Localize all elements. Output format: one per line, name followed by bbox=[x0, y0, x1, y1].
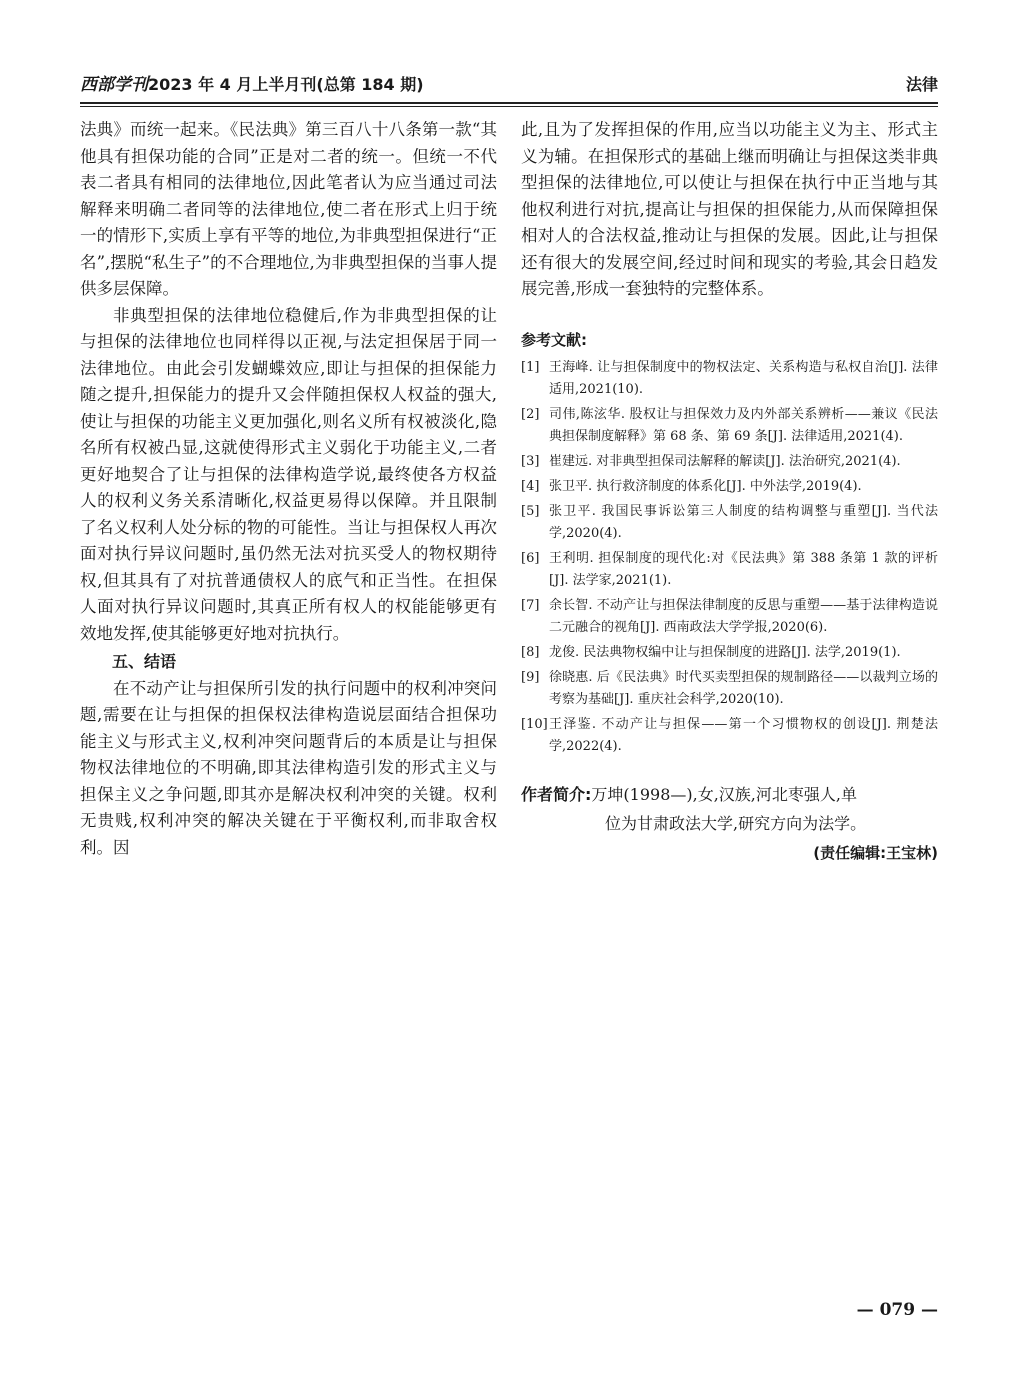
left-column bbox=[80, 117, 497, 861]
author-bio-text: 万坤(1998—),女,汉族,河北枣强人,单 bbox=[591, 784, 857, 804]
page-number: — 079 — bbox=[856, 1300, 938, 1320]
reference-number: [10] bbox=[521, 716, 548, 732]
reference-item bbox=[521, 667, 938, 711]
reference-text: 龙俊. 民法典物权编中让与担保制度的进路[J]. 法学,2019(1). bbox=[549, 644, 901, 660]
responsible-editor: (责任编辑:王宝林) bbox=[813, 843, 938, 862]
section-heading: 五、结语 bbox=[112, 652, 177, 671]
reference-number: [1] bbox=[521, 359, 540, 375]
journal-title bbox=[80, 72, 424, 98]
reference-text: 司伟,陈泫华. 股权让与担保效力及内外部关系辨析——兼议《民法典担保制度解释》第 68 条、第 69 条[J]. 法律适用,2021(4). bbox=[549, 406, 938, 444]
references-title: 参考文献: bbox=[521, 330, 587, 349]
reference-item bbox=[521, 714, 938, 758]
reference-item bbox=[521, 642, 938, 664]
reference-number: [4] bbox=[521, 478, 540, 494]
reference-number: [3] bbox=[521, 453, 540, 469]
reference-number: [8] bbox=[521, 644, 540, 660]
journal-logo: 西部学刊 bbox=[80, 75, 148, 95]
reference-item bbox=[521, 548, 938, 592]
author-bio-line bbox=[521, 780, 938, 809]
reference-item bbox=[521, 476, 938, 498]
paragraph: 在不动产让与担保所引发的执行问题中的权利冲突问题,需要在让与担保的担保权法律构造说层面结合担保功能主义与形式主义,权利冲突问题背后的本质是让与担保物权法律地位的不明确,即其法律构造引发的形式主义与担保主义之争问题,即其亦是解决权利冲突的关键。权利无贵贱,权利冲突的解决关键在于平衡权利,而非取舍权利。因 bbox=[80, 678, 497, 857]
reference-item bbox=[521, 357, 938, 401]
reference-number: [2] bbox=[521, 406, 540, 422]
reference-text: 王利明. 担保制度的现代化:对《民法典》第 388 条第 1 款的评析[J]. 法学家,2021(1). bbox=[549, 550, 938, 588]
reference-text: 徐晓惠. 后《民法典》时代买卖型担保的规制路径——以裁判立场的考察为基础[J]. 重庆社会科学,2020(10). bbox=[549, 669, 938, 707]
reference-list bbox=[521, 357, 938, 758]
reference-number: [6] bbox=[521, 550, 540, 566]
section-name: 法律 bbox=[905, 75, 938, 94]
reference-item bbox=[521, 595, 938, 639]
author-bio bbox=[521, 780, 938, 838]
reference-number: [5] bbox=[521, 503, 540, 519]
paragraph: 法典》而统一起来。《民法典》第三百八十八条第一款“其他具有担保功能的合同”正是对二者的统一。但统一不代表二者具有相同的法律地位,因此笔者认为应当通过司法解释来明确二者同等的法律地位,使二者在形式上归于统一的情形下,实质上享有平等的地位,为非典型担保进行“正名”,摆脱“私生子”的不合理地位,为非典型担保的当事人提供多层保障。 bbox=[80, 120, 497, 298]
page-header bbox=[80, 72, 938, 98]
reference-number: [9] bbox=[521, 669, 540, 685]
issue-info: 2023 年 4 月上半月刊(总第 184 期) bbox=[148, 75, 424, 94]
reference-number: [7] bbox=[521, 597, 540, 613]
author-bio-text: 位为甘肃政法大学,研究方向为法学。 bbox=[605, 813, 867, 833]
reference-text: 张卫平. 我国民事诉讼第三人制度的结构调整与重塑[J]. 当代法学,2020(4). bbox=[549, 503, 938, 541]
reference-text: 余长智. 不动产让与担保法律制度的反思与重塑——基于法律构造说二元融合的视角[J]. 西南政法大学学报,2020(6). bbox=[549, 597, 938, 635]
header-rule bbox=[80, 102, 938, 104]
paragraph: 非典型担保的法律地位稳健后,作为非典型担保的让与担保的法律地位也同样得以正视,与法定担保居于同一法律地位。由此会引发蝴蝶效应,即让与担保的担保能力随之提升,担保能力的提升又会伴随担保权人权益的强大,使让与担保的功能主义更加强化,则名义所有权被淡化,隐名所有权被凸显,这就使得形式主义弱化于功能主义,二者更好地契合了让与担保的法律构造学说,最终使各方权益人的权利义务关系清晰化,权益更易得以保障。并且限制了名义权利人处分标的物的可能性。当让与担保权人再次面对执行异议问题时,虽仍然无法对抗买受人的物权期待权,但其具有了对抗普通债权人的底气和正当性。在担保人面对执行异议问题时,其真正所有权人的权能能够更有效地发挥,使其能够更好地对抗执行。 bbox=[80, 305, 497, 643]
reference-item bbox=[521, 404, 938, 448]
author-bio-label: 作者简介: bbox=[521, 784, 592, 804]
header-rule-thin bbox=[80, 106, 938, 107]
reference-text: 王海峰. 让与担保制度中的物权法定、关系构造与私权自治[J]. 法律适用,2021(10). bbox=[549, 359, 938, 397]
reference-text: 张卫平. 执行救济制度的体系化[J]. 中外法学,2019(4). bbox=[549, 478, 862, 494]
reference-text: 崔建远. 对非典型担保司法解释的解读[J]. 法治研究,2021(4). bbox=[549, 453, 901, 469]
reference-item bbox=[521, 451, 938, 473]
right-column bbox=[521, 117, 938, 866]
reference-text: 王泽鉴. 不动产让与担保——第一个习惯物权的创设[J]. 荆楚法学,2022(4). bbox=[549, 716, 938, 754]
reference-item bbox=[521, 501, 938, 545]
paragraph: 此,且为了发挥担保的作用,应当以功能主义为主、形式主义为辅。在担保形式的基础上继而明确让与担保这类非典型担保的法律地位,可以使让与担保在执行中正当地与其他权利进行对抗,提高让与担保的担保能力,从而保障担保相对人的合法权益,推动让与担保的发展。因此,让与担保还有很大的发展空间,经过时间和现实的考验,其会日趋发展完善,形成一套独特的完整体系。 bbox=[521, 120, 938, 298]
